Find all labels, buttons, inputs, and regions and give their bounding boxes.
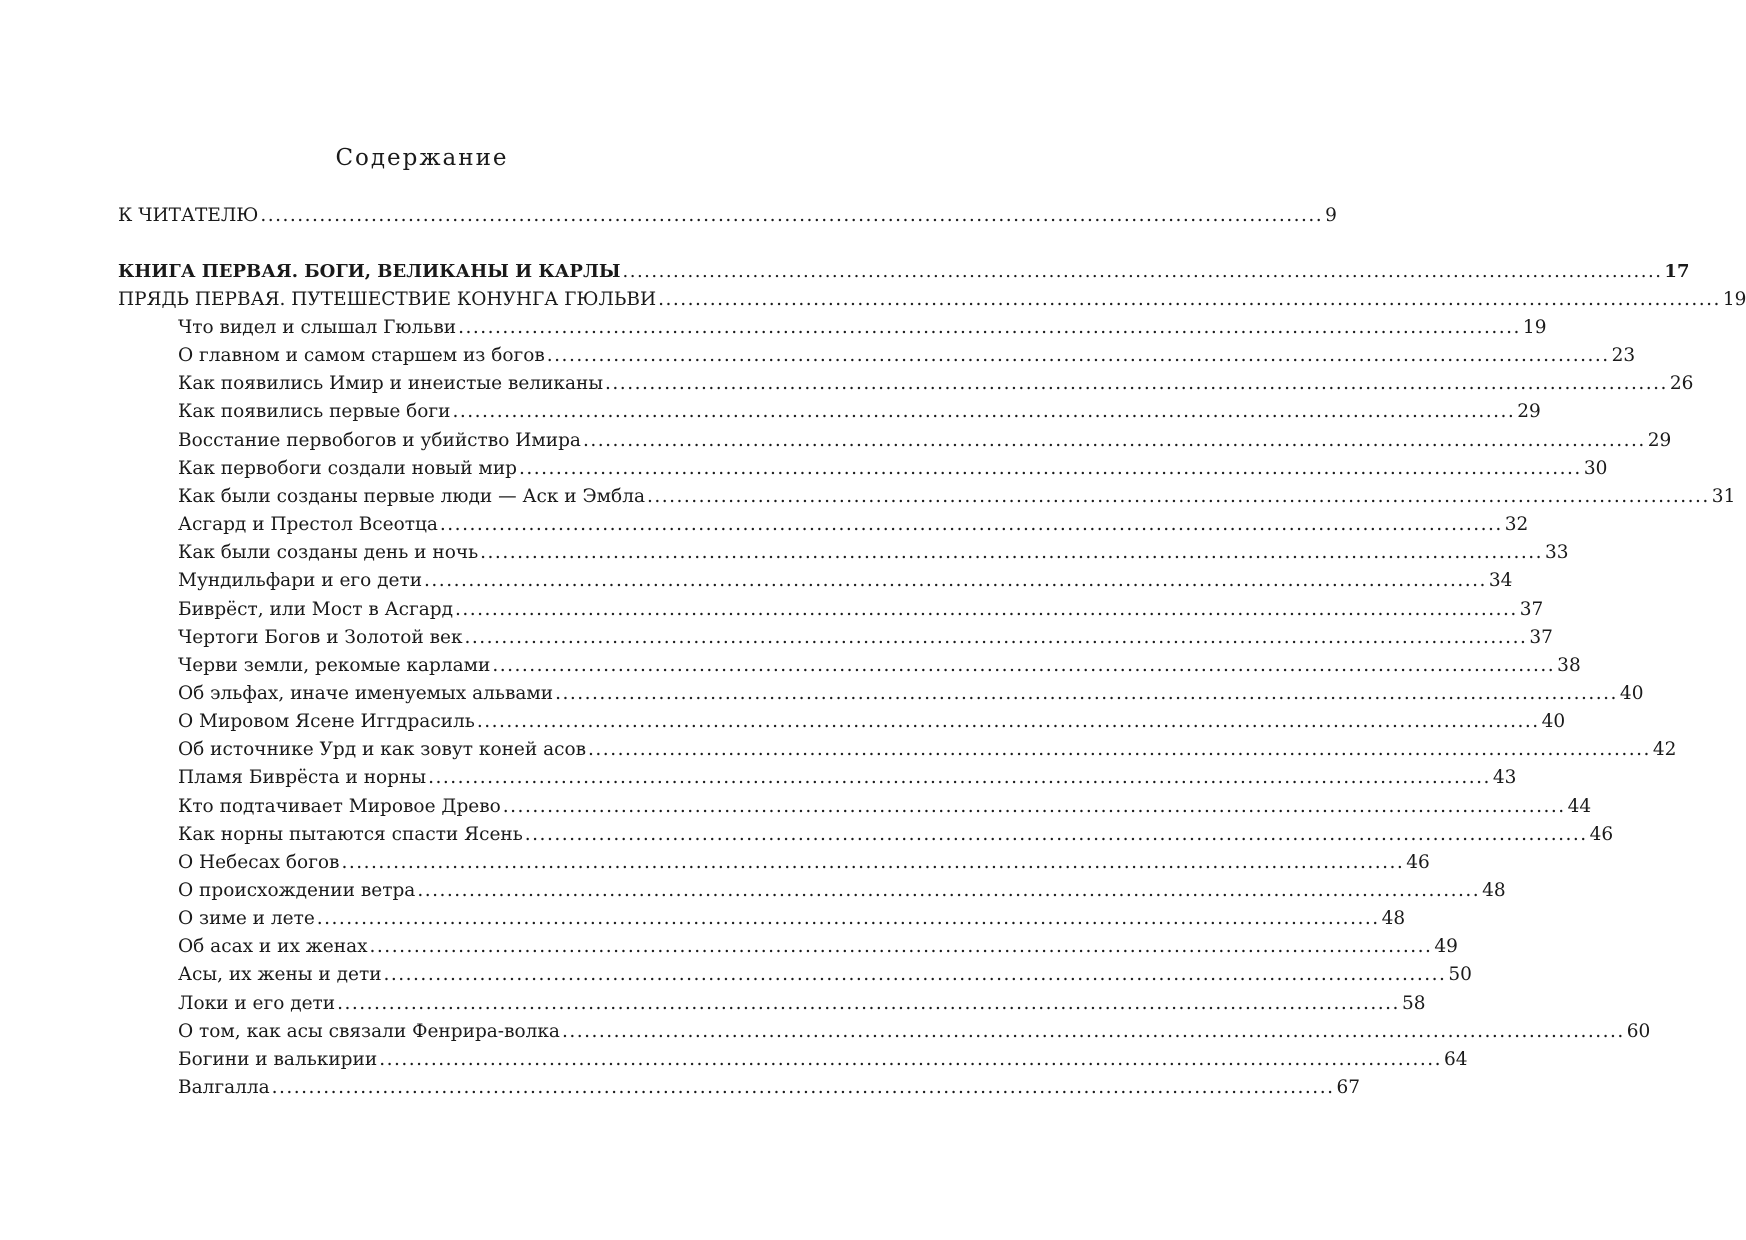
toc-leader-dots: ................................................................................................................................................	[476, 711, 1540, 733]
toc-entry-title: Как первобоги создали новый мир	[178, 457, 517, 479]
toc-leader-dots: ................................................................................................................................................	[519, 457, 1582, 479]
toc-entry-chapter[interactable]	[178, 567, 1513, 595]
toc-leader-dots: ................................................................................................................................................	[341, 851, 1405, 873]
toc-entry-title: Богини и валькирии	[178, 1048, 378, 1070]
toc-entry-page: 23	[1611, 345, 1636, 367]
toc-leader-dots: ................................................................................................................................................	[379, 1048, 1442, 1070]
toc-entry-chapter[interactable]	[178, 933, 1458, 961]
toc-entry-page: 49	[1434, 936, 1458, 958]
toc-entry-page: 43	[1492, 767, 1517, 789]
toc-entry-page: 48	[1482, 880, 1506, 901]
toc-entry-chapter[interactable]	[178, 370, 1694, 398]
toc-leader-dots: ................................................................................................................................................	[383, 964, 1447, 986]
toc-entry-title: Как появились Имир и инеистые великаны	[178, 373, 604, 395]
toc-entry-page: 19	[1522, 317, 1547, 338]
toc-entry-page: 38	[1557, 654, 1581, 676]
toc-entry-chapter[interactable]	[178, 736, 1677, 764]
toc-entry-page: 30	[1583, 457, 1608, 479]
toc-entry-title: Биврёст, или Мост в Асгард	[178, 598, 453, 620]
toc-entry-chapter[interactable]	[178, 821, 1614, 849]
toc-entry-title: ПРЯДЬ ПЕРВАЯ. ПУТЕШЕСТВИЕ КОНУНГА ГЮЛЬВИ	[118, 289, 657, 310]
toc-entry-title: КНИГА ПЕРВАЯ. БОГИ, ВЕЛИКАНЫ И КАРЛЫ	[118, 261, 621, 282]
toc-entry-page: 46	[1406, 851, 1430, 873]
toc-entry-chapter[interactable]	[178, 483, 1736, 511]
toc-leader-dots: ................................................................................................................................................	[458, 317, 1521, 338]
page-title: Содержание	[335, 145, 509, 171]
toc-entry-page: 31	[1711, 485, 1736, 507]
toc-leader-dots: ................................................................................................................................................	[369, 936, 1433, 958]
toc-entry-book-1[interactable]	[118, 258, 1690, 286]
toc-entry-title: Восстание первобогов и убийство Имира	[178, 429, 581, 451]
toc-leader-dots: ................................................................................................................................................	[582, 429, 1646, 451]
toc-leader-dots: ................................................................................................................................................	[605, 373, 1668, 395]
toc-leader-dots: ................................................................................................................................................	[337, 992, 1400, 1014]
toc-entry-page: 58	[1401, 992, 1426, 1014]
toc-entry-chapter[interactable]	[178, 961, 1472, 989]
toc-leader-dots: ................................................................................................................................................	[492, 654, 1556, 676]
toc-entry-page: 44	[1567, 795, 1592, 817]
toc-entry-page: 37	[1529, 626, 1553, 648]
toc-entry-chapter[interactable]	[178, 511, 1529, 539]
toc-entry-chapter[interactable]	[178, 1018, 1651, 1046]
toc-leader-dots: ................................................................................................................................................	[316, 908, 1380, 930]
toc-leader-dots: ................................................................................................................................................	[646, 485, 1710, 507]
toc-entry-chapter[interactable]	[178, 680, 1644, 708]
toc-entry-chapter[interactable]	[178, 793, 1592, 821]
toc-entry-title: Валгалла	[178, 1077, 270, 1098]
toc-entry-page: 37	[1519, 598, 1544, 620]
toc-leader-dots: ................................................................................................................................................	[464, 626, 1528, 648]
toc-entry-title: О Небесах богов	[178, 851, 340, 873]
toc-leader-dots: ................................................................................................................................................	[452, 401, 1516, 423]
toc-leader-dots: ................................................................................................................................................	[622, 261, 1663, 282]
toc-entry-page: 67	[1336, 1077, 1360, 1098]
toc-entry-title: Чертоги Богов и Золотой век	[178, 626, 463, 648]
toc-entry-page: 40	[1619, 683, 1644, 704]
toc-entry-chapter[interactable]	[178, 708, 1566, 736]
toc-entry-chapter[interactable]	[178, 764, 1517, 792]
toc-entry-chapter[interactable]	[178, 427, 1672, 455]
toc-entry-strand-1[interactable]	[118, 286, 1746, 314]
toc-entry-page: 60	[1626, 1020, 1651, 1042]
toc-entry-title: Как появились первые боги	[178, 401, 451, 423]
toc-entry-page: 64	[1444, 1048, 1468, 1070]
toc-leader-dots: ................................................................................................................................................	[561, 1020, 1625, 1042]
toc-entry-chapter[interactable]	[178, 342, 1636, 370]
toc-leader-dots: ................................................................................................................................................	[524, 823, 1588, 845]
toc-entry-title: Как были созданы первые люди — Аск и Эмбла	[178, 485, 645, 507]
toc-leader-dots: ................................................................................................................................................	[271, 1077, 1335, 1098]
toc-entry-title: Что видел и слышал Гюльви	[178, 317, 457, 338]
toc-entry-chapter[interactable]	[178, 990, 1426, 1018]
toc-entry-page: 9	[1325, 205, 1337, 226]
toc-entry-page: 34	[1488, 570, 1513, 592]
toc-entry-page: 50	[1448, 964, 1472, 986]
toc-entry-page: 17	[1664, 261, 1690, 282]
toc-entry-page: 32	[1504, 514, 1529, 535]
toc-entry-page: 29	[1647, 429, 1672, 451]
toc-entry-chapter[interactable]	[178, 539, 1569, 567]
toc-leader-dots: ................................................................................................................................................	[480, 542, 1543, 564]
toc-entry-title: Пламя Биврёста и норны	[178, 767, 427, 789]
toc-entry-chapter[interactable]	[178, 314, 1547, 342]
toc-leader-dots: ................................................................................................................................................	[502, 795, 1566, 817]
toc-entry-page: 48	[1381, 908, 1406, 930]
toc-entry-chapter[interactable]	[178, 905, 1406, 933]
toc-entry-chapter[interactable]	[178, 849, 1430, 877]
toc-entry-chapter[interactable]	[178, 596, 1544, 624]
toc-leader-dots: ................................................................................................................................................	[439, 514, 1503, 535]
toc-entry-title: К ЧИТАТЕЛЮ	[118, 205, 259, 226]
toc-entry-chapter[interactable]	[178, 624, 1553, 652]
toc-entry-page: 29	[1517, 401, 1541, 423]
toc-entry-page: 26	[1669, 373, 1694, 395]
toc-entry-title: Как были созданы день и ночь	[178, 542, 479, 564]
toc-leader-dots: ................................................................................................................................................	[260, 205, 1324, 226]
toc-entry-title: О происхождении ветра	[178, 880, 416, 901]
toc-leader-dots: ................................................................................................................................................	[417, 880, 1481, 901]
toc-entry-page: 42	[1652, 739, 1677, 761]
toc-entry-chapter[interactable]	[178, 877, 1506, 905]
toc-entry-title: О Мировом Ясене Иггдрасиль	[178, 711, 475, 733]
toc-entry-page: 40	[1541, 711, 1566, 733]
toc-entry-title: Локи и его дети	[178, 992, 336, 1014]
toc-entry-page: 46	[1589, 823, 1614, 845]
toc-entry-title: О том, как асы связали Фенрира-волка	[178, 1020, 560, 1042]
toc-entry-chapter[interactable]	[178, 455, 1608, 483]
toc-leader-dots: ................................................................................................................................................	[546, 345, 1610, 367]
toc-leader-dots: ................................................................................................................................................	[428, 767, 1491, 789]
toc-entry-title: Об асах и их женах	[178, 936, 368, 958]
toc-leader-dots: ................................................................................................................................................	[658, 289, 1721, 310]
toc-entry-chapter[interactable]	[178, 1074, 1360, 1102]
toc-entry-title: Об источнике Урд и как зовут коней асов	[178, 739, 587, 761]
toc-entry-page: 33	[1544, 542, 1569, 564]
toc-entry-reader[interactable]	[118, 202, 1337, 230]
toc-entry-chapter[interactable]	[178, 1046, 1468, 1074]
toc-entry-title: О главном и самом старшем из богов	[178, 345, 545, 367]
toc-entry-title: Кто подтачивает Мировое Древо	[178, 795, 501, 817]
toc-leader-dots: ................................................................................................................................................	[424, 570, 1487, 592]
toc-entry-title: Об эльфах, иначе именуемых альвами	[178, 683, 554, 704]
toc-entry-title: Черви земли, рекомые карлами	[178, 654, 491, 676]
toc-entry-chapter[interactable]	[178, 652, 1581, 680]
toc-entry-title: Как норны пытаются спасти Ясень	[178, 823, 523, 845]
toc-entry-title: Асы, их жены и дети	[178, 964, 382, 986]
toc-entry-title: О зиме и лете	[178, 908, 315, 930]
toc-entry-chapter[interactable]	[178, 398, 1541, 426]
toc-entry-title: Асгард и Престол Всеотца	[178, 514, 438, 535]
toc-leader-dots: ................................................................................................................................................	[588, 739, 1651, 761]
toc-entry-page: 19	[1722, 289, 1746, 310]
toc-entry-title: Мундильфари и его дети	[178, 570, 423, 592]
toc-leader-dots: ................................................................................................................................................	[454, 598, 1518, 620]
toc-leader-dots: ................................................................................................................................................	[555, 683, 1618, 704]
